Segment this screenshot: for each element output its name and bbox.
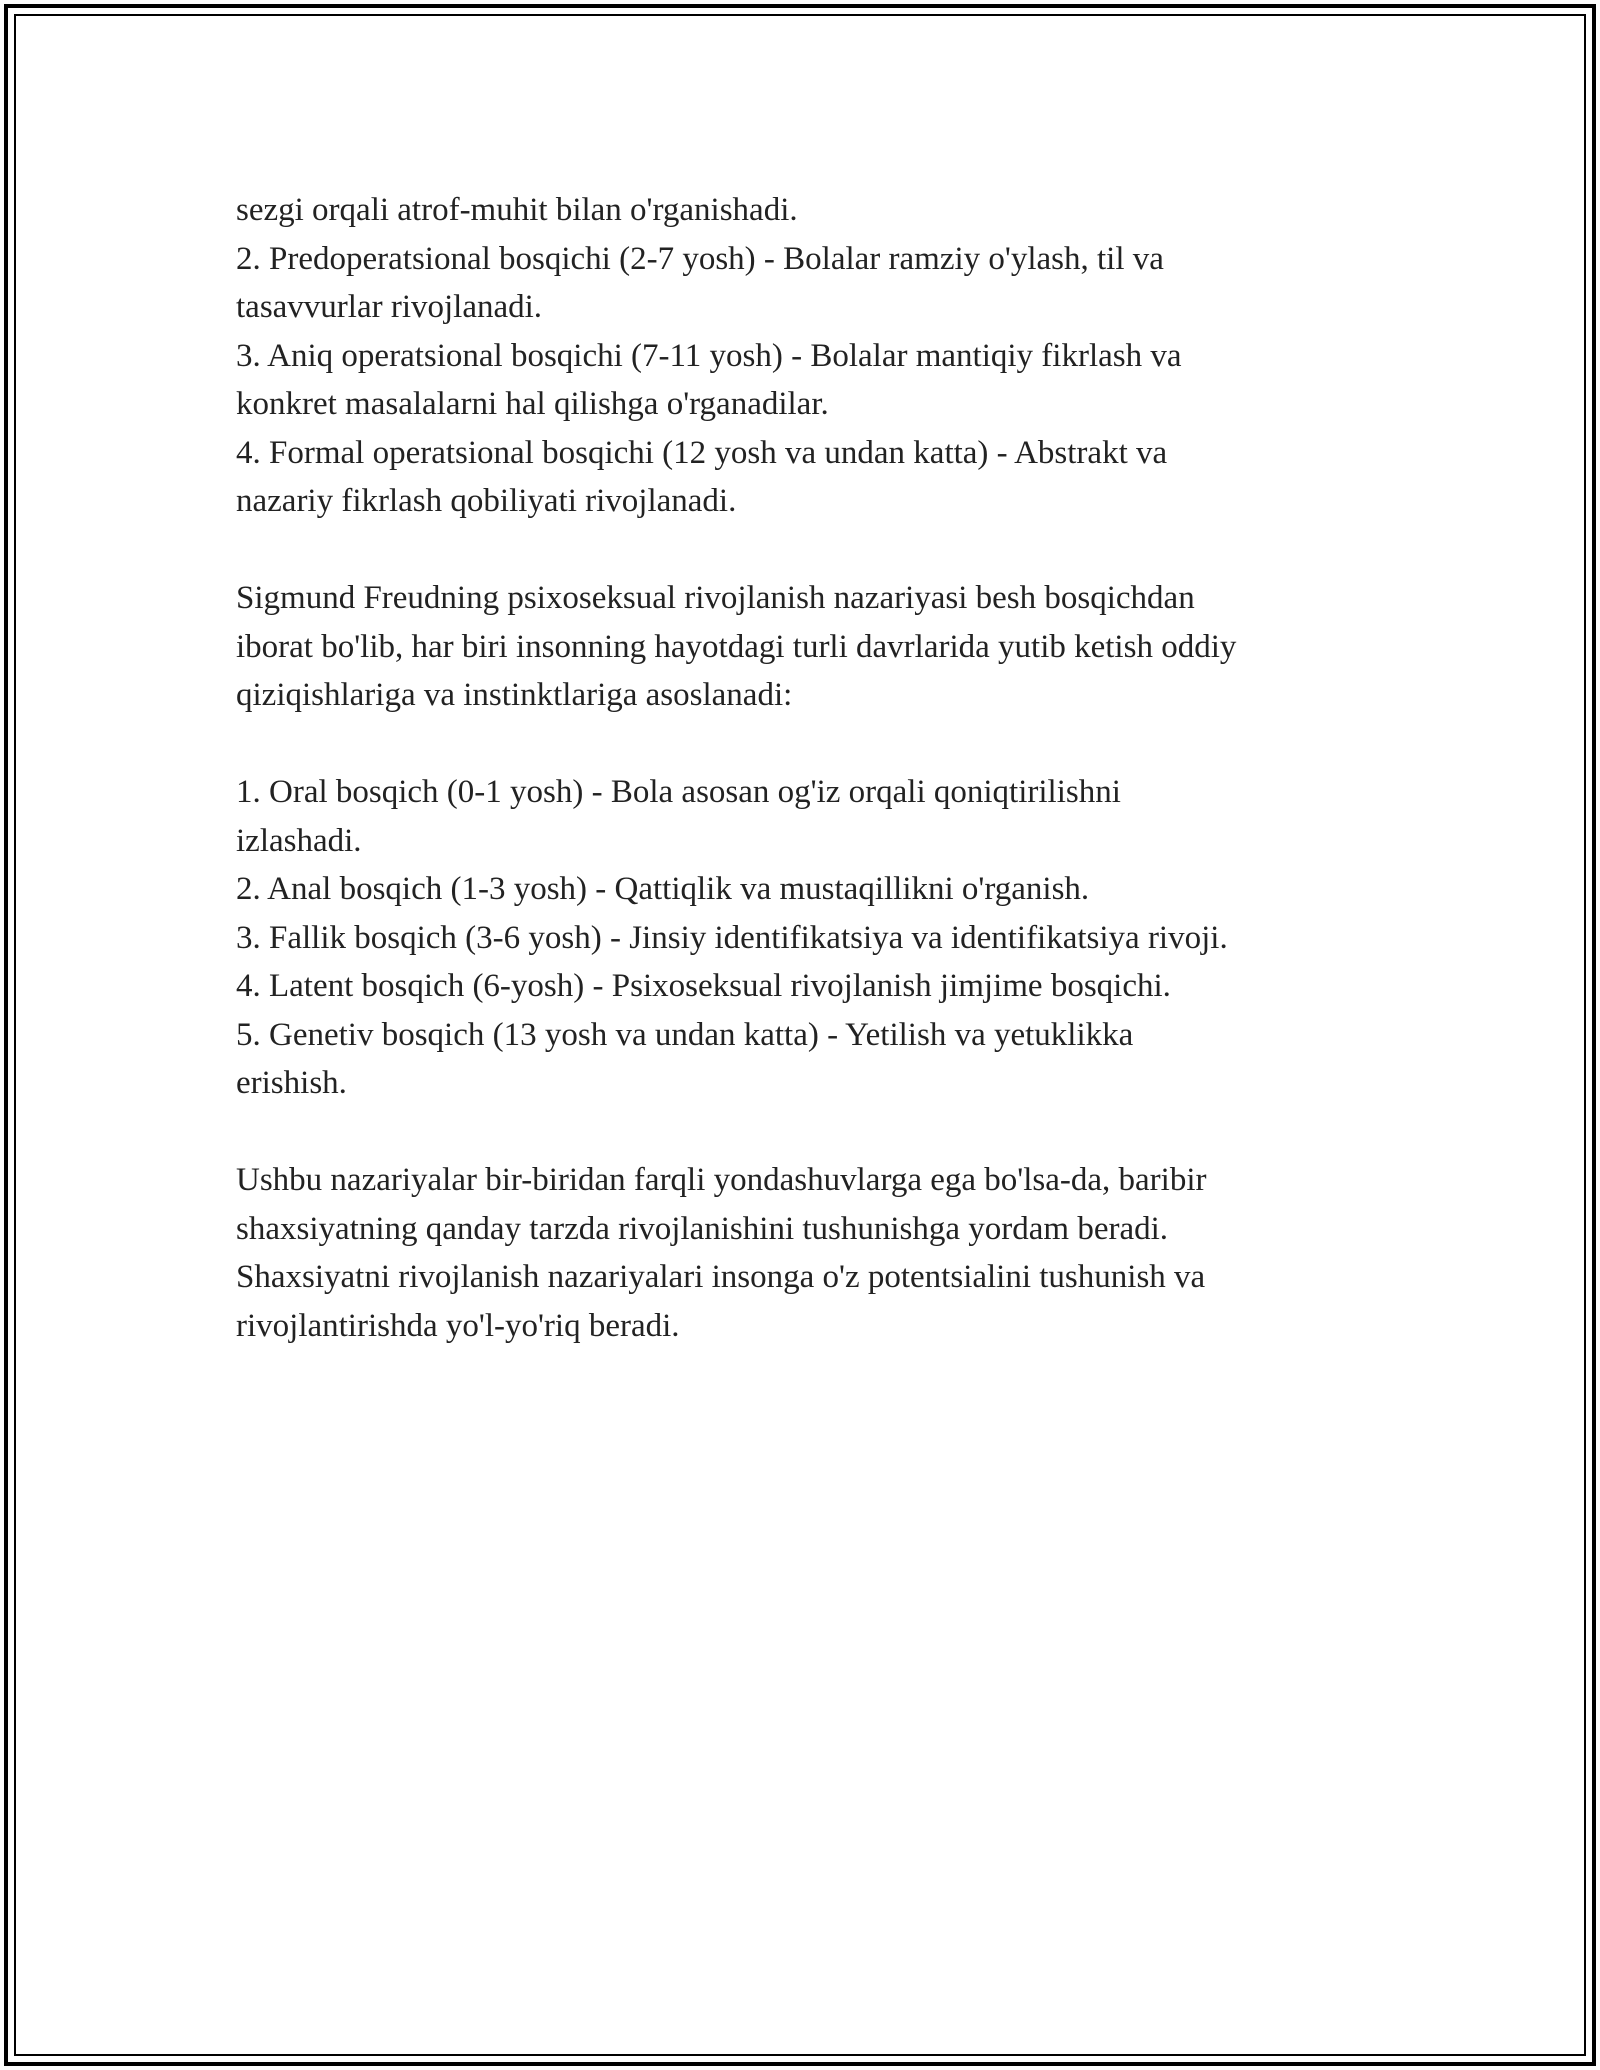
text-line: 3. Aniq operatsional bosqichi (7-11 yosh) - Bolalar mantiqiy fikrlash va	[236, 337, 1182, 374]
text-line: erishish.	[236, 1065, 347, 1101]
text-line: 5. Genetiv bosqich (13 yosh va undan katta) - Yetilish va yetuklikka	[236, 1016, 1134, 1053]
paragraph-gap	[236, 720, 1376, 769]
paragraph-gap	[236, 526, 1376, 575]
text-line: 2. Predoperatsional bosqichi (2-7 yosh) - Bolalar ramziy o'ylash, til va	[236, 240, 1164, 277]
text-line: rivojlantirishda yo'l-yo'riq beradi.	[236, 1307, 680, 1344]
text-line: konkret masalalarni hal qilishga o'rganadilar.	[236, 386, 829, 422]
text-line: 1. Oral bosqich (0-1 yosh) - Bola asosan og'iz orqali qoniqtirilishni	[236, 774, 1121, 810]
freud-stages-list	[236, 768, 1376, 1108]
text-line: izlashadi.	[236, 822, 362, 859]
text-line: 2. Anal bosqich (1-3 yosh) - Qattiqlik va mustaqillikni o'rganish.	[236, 871, 1090, 907]
text-line: qiziqishlariga va instinktlariga asoslanadi:	[236, 677, 793, 713]
freud-intro-paragraph	[236, 574, 1376, 720]
paragraph-gap	[236, 1108, 1376, 1157]
piaget-stages-section	[236, 186, 1376, 526]
text-line: shaxsiyatning qanday tarzda rivojlanishini tushunishga yordam beradi.	[236, 1210, 1169, 1247]
text-line: nazariy fikrlash qobiliyati rivojlanadi.	[236, 483, 737, 519]
text-line: iborat bo'lib, har biri insonning hayotdagi turli davrlarida yutib ketish oddiy	[236, 628, 1237, 665]
text-line: 4. Formal operatsional bosqichi (12 yosh va undan katta) - Abstrakt va	[236, 434, 1168, 471]
text-line: Shaxsiyatni rivojlanish nazariyalari insonga o'z potentsialini tushunish va	[236, 1259, 1206, 1295]
text-line: sezgi orqali atrof-muhit bilan o'rganishadi.	[236, 192, 798, 228]
text-line: Sigmund Freudning psixoseksual rivojlanish nazariyasi besh bosqichdan	[236, 580, 1195, 616]
text-line: tasavvurlar rivojlanadi.	[236, 289, 543, 325]
text-line: Ushbu nazariyalar bir-biridan farqli yondashuvlarga ega bo'lsa-da, baribir	[236, 1162, 1207, 1198]
conclusion-paragraph	[236, 1156, 1376, 1350]
document-body	[236, 186, 1376, 1350]
text-line: 4. Latent bosqich (6-yosh) - Psixoseksual rivojlanish jimjime bosqichi.	[236, 968, 1171, 1004]
text-line: 3. Fallik bosqich (3-6 yosh) - Jinsiy identifikatsiya va identifikatsiya rivoji.	[236, 919, 1228, 956]
